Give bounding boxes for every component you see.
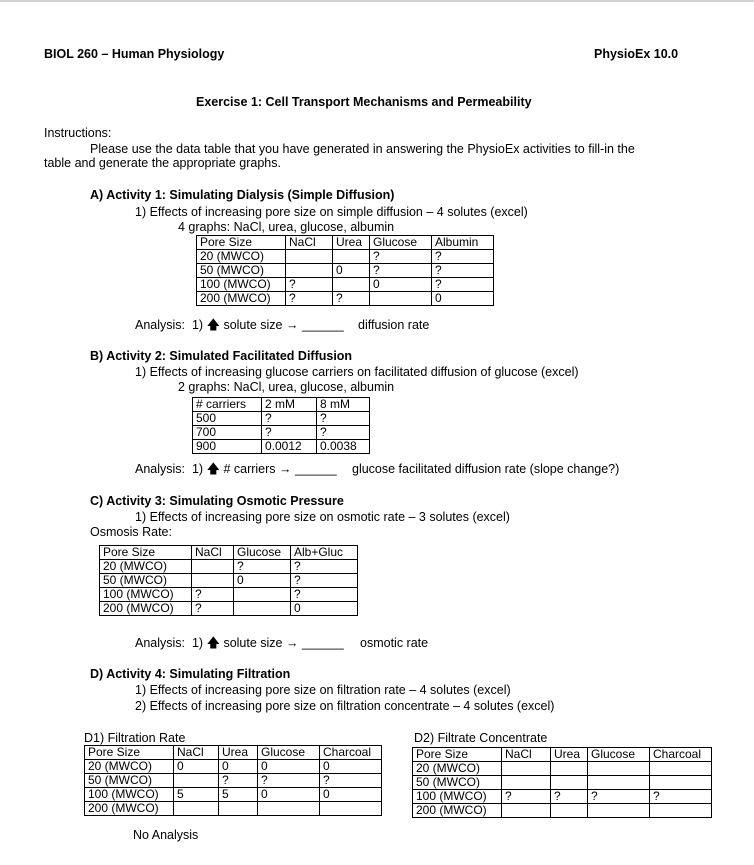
table-header-row bbox=[85, 746, 382, 760]
section-d-item2: 2) Effects of increasing pore size on filtration concentrate – 4 solutes (excel) bbox=[135, 699, 555, 713]
table-row bbox=[85, 774, 382, 788]
instructions-line2: table and generate the appropriate graphs. bbox=[44, 156, 281, 170]
table-cell bbox=[234, 602, 291, 616]
table-cell: ? bbox=[551, 790, 588, 804]
table-cell bbox=[320, 802, 382, 816]
table-cell bbox=[588, 804, 650, 818]
table-header-cell: NaCl bbox=[502, 748, 551, 762]
section-a-item1: 1) Effects of increasing pore size on simple diffusion – 4 solutes (excel) bbox=[135, 205, 528, 219]
table-cell bbox=[551, 776, 588, 790]
analysis-num: 1) bbox=[191, 318, 204, 332]
table-cell bbox=[258, 802, 320, 816]
table-cell: ? bbox=[258, 774, 320, 788]
table-header-cell: Glucose bbox=[258, 746, 320, 760]
table-header-cell: Urea bbox=[333, 236, 370, 250]
table-cell: ? bbox=[432, 278, 494, 292]
table-cell bbox=[174, 774, 219, 788]
table-cell: 5 bbox=[219, 788, 258, 802]
table-cell: ? bbox=[588, 790, 650, 804]
table-cell: 0.0012 bbox=[262, 440, 317, 454]
instructions-line1: Please use the data table that you have generated in answering the PhysioEx activities to fill-in the bbox=[90, 142, 635, 156]
table-cell bbox=[219, 802, 258, 816]
table-cell: 50 (MWCO) bbox=[100, 574, 192, 588]
table-cell: ? bbox=[234, 560, 291, 574]
table-cell: ? bbox=[262, 412, 317, 426]
table-header-cell: NaCl bbox=[174, 746, 219, 760]
table-cell: 0 bbox=[219, 760, 258, 774]
section-c-item1: 1) Effects of increasing pore size on osmotic rate – 3 solutes (excel) bbox=[135, 510, 510, 524]
table-row bbox=[413, 804, 712, 818]
table-header-cell: Pore Size bbox=[85, 746, 174, 760]
table-cell bbox=[192, 574, 234, 588]
table-cell: ? bbox=[291, 574, 358, 588]
table-cell: 20 (MWCO) bbox=[197, 250, 286, 264]
table-row bbox=[413, 762, 712, 776]
table-row bbox=[193, 412, 370, 426]
table-cell: 200 (MWCO) bbox=[197, 292, 286, 306]
table-row bbox=[193, 440, 370, 454]
table-cell: 0 bbox=[370, 278, 432, 292]
section-b-item1: 1) Effects of increasing glucose carriers on facilitated diffusion of glucose (excel) bbox=[135, 365, 579, 379]
table-row bbox=[100, 602, 358, 616]
section-b-heading: B) Activity 2: Simulated Facilitated Diffusion bbox=[90, 349, 353, 363]
table-header-cell: NaCl bbox=[286, 236, 333, 250]
table-cell: ? bbox=[291, 588, 358, 602]
section-a-graphs: 4 graphs: NaCl, urea, glucose, albumin bbox=[178, 220, 395, 234]
table-cell bbox=[234, 588, 291, 602]
table-b bbox=[192, 397, 370, 454]
d1-note: No Analysis bbox=[133, 828, 199, 842]
table-cell bbox=[551, 762, 588, 776]
analysis-num: 1) bbox=[191, 636, 204, 650]
arrow-up-icon: 🡅 bbox=[206, 461, 220, 476]
table-cell: 200 (MWCO) bbox=[85, 802, 174, 816]
table-cell: 0 bbox=[320, 788, 382, 802]
table-header-cell: Albumin bbox=[432, 236, 494, 250]
section-b-analysis-end: glucose facilitated diffusion rate (slope change?) bbox=[352, 462, 620, 476]
table-header-cell: Charcoal bbox=[650, 748, 712, 762]
table-d1 bbox=[84, 745, 382, 816]
arrow-up-icon: 🡅 bbox=[206, 317, 220, 332]
table-cell bbox=[192, 560, 234, 574]
table-cell bbox=[650, 804, 712, 818]
table-cell bbox=[333, 278, 370, 292]
table-cell: ? bbox=[333, 292, 370, 306]
table-cell bbox=[502, 804, 551, 818]
table-header-cell: # carriers bbox=[193, 398, 262, 412]
table-cell bbox=[333, 250, 370, 264]
table-cell: ? bbox=[192, 588, 234, 602]
analysis-mid: # carriers → ______ bbox=[219, 462, 337, 476]
course-title: BIOL 260 – Human Physiology bbox=[44, 47, 225, 61]
table-cell bbox=[551, 804, 588, 818]
table-cell: 200 (MWCO) bbox=[413, 804, 502, 818]
analysis-label: Analysis: bbox=[135, 636, 186, 650]
table-row bbox=[100, 560, 358, 574]
table-cell: ? bbox=[286, 292, 333, 306]
table-cell bbox=[588, 762, 650, 776]
analysis-num: 1) bbox=[191, 462, 204, 476]
table-row bbox=[413, 790, 712, 804]
instructions-label: Instructions: bbox=[44, 126, 112, 140]
table-cell: 200 (MWCO) bbox=[100, 602, 192, 616]
table-cell: ? bbox=[370, 264, 432, 278]
table-cell: ? bbox=[317, 412, 370, 426]
table-cell bbox=[502, 762, 551, 776]
table-header-cell: 8 mM bbox=[317, 398, 370, 412]
table-cell bbox=[588, 776, 650, 790]
table-d2 bbox=[412, 747, 712, 818]
table-row bbox=[85, 788, 382, 802]
table-cell: 20 (MWCO) bbox=[100, 560, 192, 574]
table-cell bbox=[502, 776, 551, 790]
table-cell: ? bbox=[262, 426, 317, 440]
table-cell: ? bbox=[291, 560, 358, 574]
table-cell: ? bbox=[286, 278, 333, 292]
table-cell: ? bbox=[320, 774, 382, 788]
table-header-cell: Glucose bbox=[588, 748, 650, 762]
table-header-row bbox=[100, 546, 358, 560]
table-cell bbox=[286, 250, 333, 264]
table-cell: ? bbox=[432, 264, 494, 278]
table-cell: 0 bbox=[174, 760, 219, 774]
table-header-row bbox=[197, 236, 494, 250]
analysis-label: Analysis: bbox=[135, 318, 186, 332]
table-row bbox=[193, 426, 370, 440]
table-cell: 500 bbox=[193, 412, 262, 426]
table-cell: 0 bbox=[432, 292, 494, 306]
table-header-cell: Pore Size bbox=[413, 748, 502, 762]
section-a-heading: A) Activity 1: Simulating Dialysis (Simple Diffusion) bbox=[90, 188, 395, 202]
table-cell bbox=[370, 292, 432, 306]
table-row bbox=[100, 588, 358, 602]
table-cell bbox=[286, 264, 333, 278]
top-rule bbox=[0, 0, 754, 2]
table-header-row bbox=[413, 748, 712, 762]
d2-title: D2) Filtrate Concentrate bbox=[414, 731, 548, 745]
table-cell bbox=[650, 762, 712, 776]
table-cell: 0 bbox=[234, 574, 291, 588]
table-row bbox=[85, 802, 382, 816]
section-d-item1: 1) Effects of increasing pore size on filtration rate – 4 solutes (excel) bbox=[135, 683, 511, 697]
analysis-mid: solute size → ______ bbox=[219, 636, 344, 650]
table-cell: 50 (MWCO) bbox=[413, 776, 502, 790]
table-cell: 100 (MWCO) bbox=[100, 588, 192, 602]
section-d-heading: D) Activity 4: Simulating Filtration bbox=[90, 667, 291, 681]
table-cell: 900 bbox=[193, 440, 262, 454]
section-c-analysis bbox=[135, 636, 344, 650]
table-cell: 100 (MWCO) bbox=[197, 278, 286, 292]
section-c-heading: C) Activity 3: Simulating Osmotic Pressure bbox=[90, 494, 344, 508]
table-cell: 100 (MWCO) bbox=[85, 788, 174, 802]
table-cell: 20 (MWCO) bbox=[85, 760, 174, 774]
section-a-analysis-end: diffusion rate bbox=[358, 318, 430, 332]
table-row bbox=[197, 292, 494, 306]
software-title: PhysioEx 10.0 bbox=[594, 47, 679, 61]
table-cell: 5 bbox=[174, 788, 219, 802]
table-cell: 50 (MWCO) bbox=[85, 774, 174, 788]
section-c-subtitle: Osmosis Rate: bbox=[90, 525, 172, 539]
section-c-analysis-end: osmotic rate bbox=[360, 636, 429, 650]
section-b-analysis bbox=[135, 462, 337, 476]
table-header-row bbox=[193, 398, 370, 412]
table-cell: 700 bbox=[193, 426, 262, 440]
table-row bbox=[413, 776, 712, 790]
table-cell: ? bbox=[370, 250, 432, 264]
table-cell: 0 bbox=[333, 264, 370, 278]
table-c bbox=[99, 545, 358, 616]
table-a bbox=[196, 235, 494, 306]
analysis-label: Analysis: bbox=[135, 462, 186, 476]
d1-title: D1) Filtration Rate bbox=[84, 731, 186, 745]
table-header-cell: Alb+Gluc bbox=[291, 546, 358, 560]
table-header-cell: Glucose bbox=[234, 546, 291, 560]
table-header-cell: Charcoal bbox=[320, 746, 382, 760]
table-cell: 0 bbox=[320, 760, 382, 774]
table-cell: ? bbox=[192, 602, 234, 616]
table-cell: 20 (MWCO) bbox=[413, 762, 502, 776]
table-cell: 0 bbox=[258, 760, 320, 774]
table-cell: ? bbox=[502, 790, 551, 804]
table-row bbox=[197, 250, 494, 264]
table-cell bbox=[650, 776, 712, 790]
section-a-analysis bbox=[135, 318, 344, 332]
table-row bbox=[100, 574, 358, 588]
table-header-cell: NaCl bbox=[192, 546, 234, 560]
analysis-mid: solute size → ______ bbox=[219, 318, 344, 332]
table-cell: 100 (MWCO) bbox=[413, 790, 502, 804]
table-cell: 0.0038 bbox=[317, 440, 370, 454]
table-row bbox=[85, 760, 382, 774]
table-header-cell: Pore Size bbox=[100, 546, 192, 560]
table-cell: ? bbox=[219, 774, 258, 788]
table-cell: ? bbox=[317, 426, 370, 440]
table-cell bbox=[174, 802, 219, 816]
page-title: Exercise 1: Cell Transport Mechanisms and Permeability bbox=[196, 95, 532, 109]
table-header-cell: Glucose bbox=[370, 236, 432, 250]
table-cell: 0 bbox=[291, 602, 358, 616]
arrow-up-icon: 🡅 bbox=[206, 635, 220, 650]
table-header-cell: Urea bbox=[219, 746, 258, 760]
table-row bbox=[197, 264, 494, 278]
table-cell: ? bbox=[650, 790, 712, 804]
table-header-cell: Urea bbox=[551, 748, 588, 762]
table-header-cell: 2 mM bbox=[262, 398, 317, 412]
section-b-graphs: 2 graphs: NaCl, urea, glucose, albumin bbox=[178, 380, 395, 394]
table-cell: 50 (MWCO) bbox=[197, 264, 286, 278]
table-header-cell: Pore Size bbox=[197, 236, 286, 250]
table-cell: ? bbox=[432, 250, 494, 264]
table-cell: 0 bbox=[258, 788, 320, 802]
table-row bbox=[197, 278, 494, 292]
